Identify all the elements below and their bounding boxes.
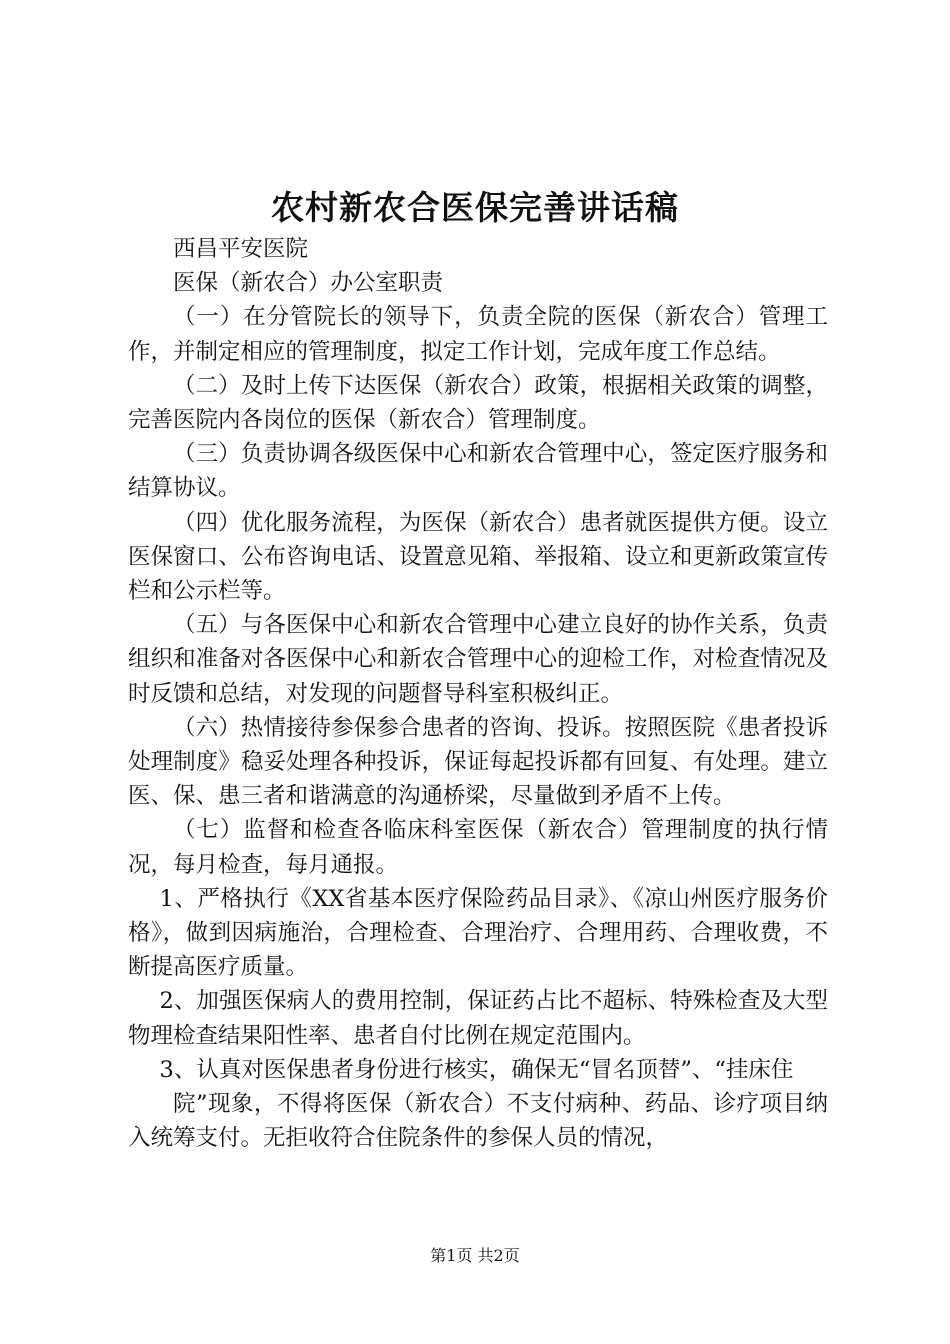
paragraph-duty-4: （四）优化服务流程，为医保（新农合）患者就医提供方便。设立医保窗口、公布咨询电话、设置意见箱、举报箱、设立和更新政策宣传栏和公示栏等。 [128, 509, 828, 605]
paragraph-duty-7: （七）监督和检查各临床科室医保（新农合）管理制度的执行情况，每月检查，每月通报。 [128, 817, 828, 878]
paragraph-office-heading: 医保（新农合）办公室职责 [173, 270, 444, 297]
paragraph-duty-3: （三）负责协调各级医保中心和新农合管理中心，签定医疗服务和结算协议。 [128, 441, 828, 502]
paragraph-item-2: 2、加强医保病人的费用控制，保证药占比不超标、特殊检查及大型物理检查结果阳性率、患者自付比例在规定范围内。 [128, 988, 828, 1049]
paragraph-duty-1: （一）在分管院长的领导下，负责全院的医保（新农合）管理工作，并制定相应的管理制度，拟定工作计划，完成年度工作总结。 [128, 304, 828, 365]
paragraph-hospital-name: 西昌平安医院 [173, 236, 309, 262]
page-number-footer: 第1页 共2页 [430, 1246, 520, 1265]
paragraph-duty-2: （二）及时上传下达医保（新农合）政策，根据相关政策的调整，完善医院内各岗位的医保（新农合）管理制度。 [128, 372, 828, 434]
paragraph-item-3-continued: 院”现象，不得将医保（新农合）不支付病种、药品、诊疗项目纳入统筹支付。无拒收符合住院条件的参保人员的情况， [128, 1091, 828, 1152]
document-title: 农村新农合医保完善讲话稿 [271, 188, 679, 227]
paragraph-duty-5: （五）与各医保中心和新农合管理中心建立良好的协作关系，负责组织和准备对各医保中心和新农合管理中心的迎检工作，对检查情况及时反馈和总结，对发现的问题督导科室积极纠正。 [128, 612, 828, 707]
paragraph-duty-6: （六）热情接待参保参合患者的咨询、投诉。按照医院《患者投诉处理制度》稳妥处理各种投诉，保证每起投诉都有回复、有处理。建立医、保、患三者和谐满意的沟通桥梁，尽量做到矛盾不上传。 [128, 714, 828, 810]
paragraph-item-1: 1、严格执行《XX省基本医疗保险药品目录》、《凉山州医疗服务价格》，做到因病施治，合理检查、合理治疗、合理用药、合理收费，不断提高医疗质量。 [128, 885, 828, 981]
paragraph-item-3: 3、认真对医保患者身份进行核实，确保无“冒名顶替”、“挂床住 [159, 1056, 794, 1083]
document-body [128, 232, 828, 1155]
